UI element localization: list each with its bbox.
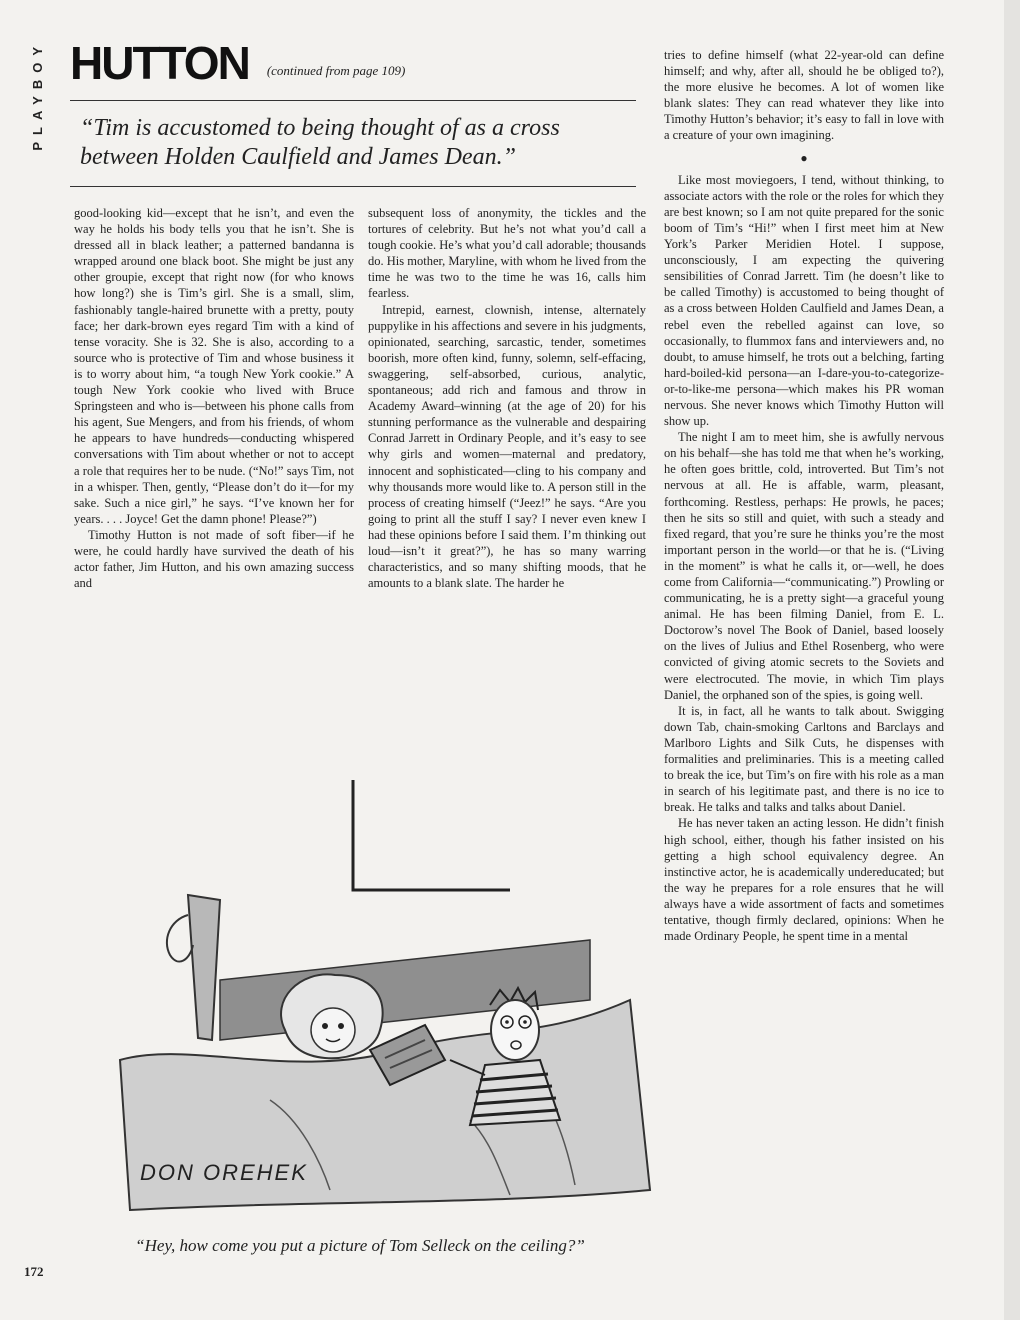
paragraph: subsequent loss of anonymity, the tickles and the tortures of celebrity. But he’s not what you’d call a tough cookie. He’s what you’d call adorable; thousands do. His mother, Maryline, with whom he lived from the time he was two to the time he was 16, calls him fearless.: [368, 206, 646, 301]
magazine-masthead: PLAYBOY: [30, 40, 45, 151]
header-rule-bottom: [70, 186, 636, 187]
article-header: [70, 37, 636, 170]
paragraph: good-looking kid—except that he isn’t, and even the way he holds his body tells you that he isn’t. She is dressed all in black leather; a patterned bandanna is wrapped around one black boot. She might be just any other groupie, except that right now (for who knows how long?) she is Tim’s girl. She is a small, slim, fashionably tangle-haired brunette with a pretty, pouty face; her dark-brown eyes regard Tim with a kind of tense voracity. She is 32. She is also, according to a source who is protective of Tim and whose business it is to worry about him, “a tough New York cookie.” A tough New York cookie who lived with Bruce Springsteen and who is—between his phone calls from his agent, Sue Mengers, and from his friends, of whom he appears to have hundreds—conducting whispered conversations with Tim about whether or not to accept a role that requires her to be nude. (“No!” says Tim, not in a whisper. Then, gently, “Please don’t do it—for my sake. Such a nice girl,” he says. “I’ve known her for years. . . . Joyce! Get the damn phone! Please?”): [74, 206, 354, 526]
cartoon-illustration: [70, 740, 660, 1240]
pull-quote: “Tim is accustomed to being thought of as a cross between Holden Caulfield and James Dean.”: [80, 115, 560, 170]
article-title: HUTTON: [70, 37, 249, 89]
header-rule-top: [70, 100, 636, 101]
ceiling-line: [353, 780, 510, 890]
woman-face: [311, 1008, 355, 1052]
cartoon-caption: “Hey, how come you put a picture of Tom Selleck on the ceiling?”: [135, 1236, 585, 1255]
page-number: 172: [24, 1264, 44, 1279]
paragraph: Like most moviegoers, I tend, without thinking, to associate actors with the role or the roles for which they are best known; so I am not quite prepared for the sonic boom of Tim’s “Hi!” when I first meet him at New York’s Parker Meridien Hotel. I suppose, unconsciously, I am expecting the quivering sensibilities of Conrad Jarrett. Tim (he doesn’t like to be called Timothy) is accustomed to being thought of as a cross between Holden Caulfield and James Dean, a rebel even the rebelled against can love, so occasionally, to flummox fans and interviewers and, no doubt, to amuse himself, he trots out a belching, farting hard-boiled-kid persona—an I-dare-you-to-categorize-or-to-like-me persona—which makes his PR woman nervous. She never knows which Timothy Hutton will show up.: [664, 172, 944, 429]
paragraph: The night I am to meet him, she is awfully nervous on his behalf—she has told me that when he’s working, he often goes brittle, cold, introverted. But Tim’s not nervous at all. He is affable, warm, pleasant, forthcoming. Restless, perhaps: He prowls, he paces; then he sits so still and quiet, with such a steady and fixed regard, that you’re sure he thinks you’re the most important person in the world—or that he is. (“Living in the moment” is what he calls it, or—well, he does come from California—“communicating.”) Prowling or communicating, he is a pretty sight—a graceful young animal. He has been filming Daniel, from E. L. Doctorow’s novel The Book of Daniel, based loosely on the lives of Julius and Ethel Rosenberg, who were convicted of giving atomic secrets to the Soviets and were electrocuted. The movie, in which Tim plays Daniel, the orphaned son of the spies, is going well.: [664, 430, 944, 702]
text-column-3: [664, 47, 944, 944]
paragraph: It is, in fact, all he wants to talk about. Swigging down Tab, chain-smoking Carltons and Barclays and Marlboro Lights and Silk Cuts, he dispenses with formalities and preliminaries. This is a meeting called to break the ice, but Tim’s on fire with his role as a man in search of his legitimate past, and there is no ice to break. He talks and talks and talks about Daniel.: [664, 703, 944, 815]
paragraph: tries to define himself (what 22-year-old can define himself; and why, after all, should he be obliged to?), the more elusive he becomes. A lot of women like blank slates: They can read whatever they like into Timothy Hutton’s behavior; it’s easy to fall in love with a creature of your own imagining.: [664, 48, 944, 143]
text-column-1: [74, 205, 354, 591]
paragraph: Intrepid, earnest, clownish, intense, alternately puppylike in his affections and severe in his judgments, opinionated, searching, sarcastic, tender, sometimes boorish, more often kind, funny, solemn, self-effacing, swaggering, self-absorbed, curious, analytic, spontaneous; add rich and famous and throw in Academy Award–winning (at the age of 20) for his stunning performance as the vulnerable and despairing Conrad Jarrett in Ordinary People, and it’s easy to see why girls and women—maternal and predatory, innocent and sophisticated—cling to his company and why thousands more would like to. A person still in the process of creating himself (“Jeez!” he says. “Are you going to print all the stuff I say? I never even knew I had these opinions before I said them. I’m thinking out loud—isn’t it great?”), he has so many warring characteristics, and so many shifting moods, that he amounts to a blank slate. The harder he: [368, 302, 646, 591]
paragraph: He has never taken an acting lesson. He didn’t finish high school, either, though his father insisted on his getting a high school equivalency degree. An instinctive actor, he is academically undereducated; but the way he prepares for a role ensures that he will always have a wide assortment of facts and sometimes tentative, though firmly declared, opinions: When he made Ordinary People, he spent time in a mental: [664, 816, 944, 944]
paragraph: Timothy Hutton is not made of soft fiber—if he were, he could hardly have survived the death of his actor father, Jim Hutton, and his own amazing success and: [74, 527, 354, 591]
man-face: [491, 1000, 539, 1060]
section-bullet: ●: [800, 150, 808, 165]
continued-note: (continued from page 109): [266, 63, 406, 78]
cartoonist-signature: DON OREHEK: [140, 1160, 308, 1185]
page-edge: [1004, 0, 1020, 1320]
text-column-2: [368, 205, 646, 591]
bedpost: [188, 895, 220, 1040]
